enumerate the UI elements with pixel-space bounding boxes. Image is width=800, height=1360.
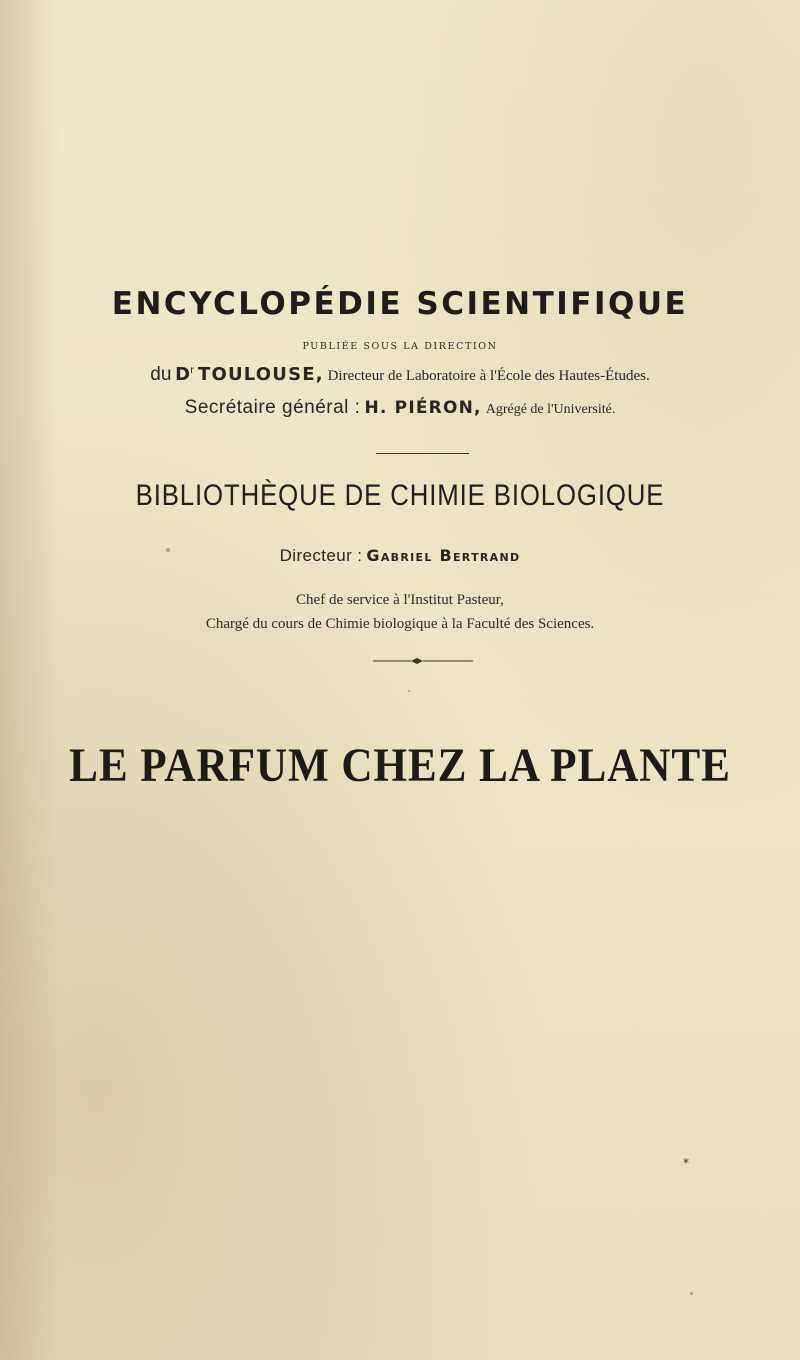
library-title: BIBLIOTHÈQUE DE CHIMIE BIOLOGIQUE bbox=[135, 479, 665, 512]
library-director-line bbox=[0, 546, 800, 566]
book-title: LE PARFUM CHEZ LA PLANTE bbox=[69, 739, 731, 792]
divider-rule bbox=[376, 453, 469, 454]
director-position-line: Chef de service à l'Institut Pasteur, bbox=[296, 592, 504, 608]
secretary-name: H. PIÉRON, bbox=[364, 398, 482, 418]
paper-speck bbox=[166, 548, 170, 552]
director-role: Directeur de Laboratoire à l'École des Hautes-Études. bbox=[327, 368, 650, 384]
encyclopedia-title: ENCYCLOPÉDIE SCIENTIFIQUE bbox=[111, 286, 689, 322]
published-under-direction: PUBLIÉE SOUS LA DIRECTION bbox=[302, 341, 498, 352]
doctor-abbrev bbox=[175, 364, 194, 385]
secretary-line bbox=[0, 397, 800, 419]
director-line bbox=[0, 364, 800, 386]
star-mark: * bbox=[683, 1156, 689, 1170]
library-director-label: Directeur : bbox=[279, 546, 363, 565]
doctor-letter: D bbox=[175, 364, 191, 385]
secretary-label: Secrétaire général : bbox=[184, 397, 361, 418]
ornament-divider bbox=[373, 654, 473, 668]
doctor-superscript: r bbox=[190, 365, 195, 376]
du-word: du bbox=[150, 364, 172, 385]
library-director-name: Gabriel Bertrand bbox=[366, 546, 521, 565]
director-course-line: Chargé du cours de Chimie biologique à la Faculté des Sciences. bbox=[205, 616, 595, 632]
director-name: TOULOUSE, bbox=[197, 364, 324, 385]
paper-speck bbox=[690, 1292, 693, 1295]
secretary-role: Agrégé de l'Université. bbox=[485, 402, 616, 417]
paper-speck bbox=[408, 690, 410, 692]
